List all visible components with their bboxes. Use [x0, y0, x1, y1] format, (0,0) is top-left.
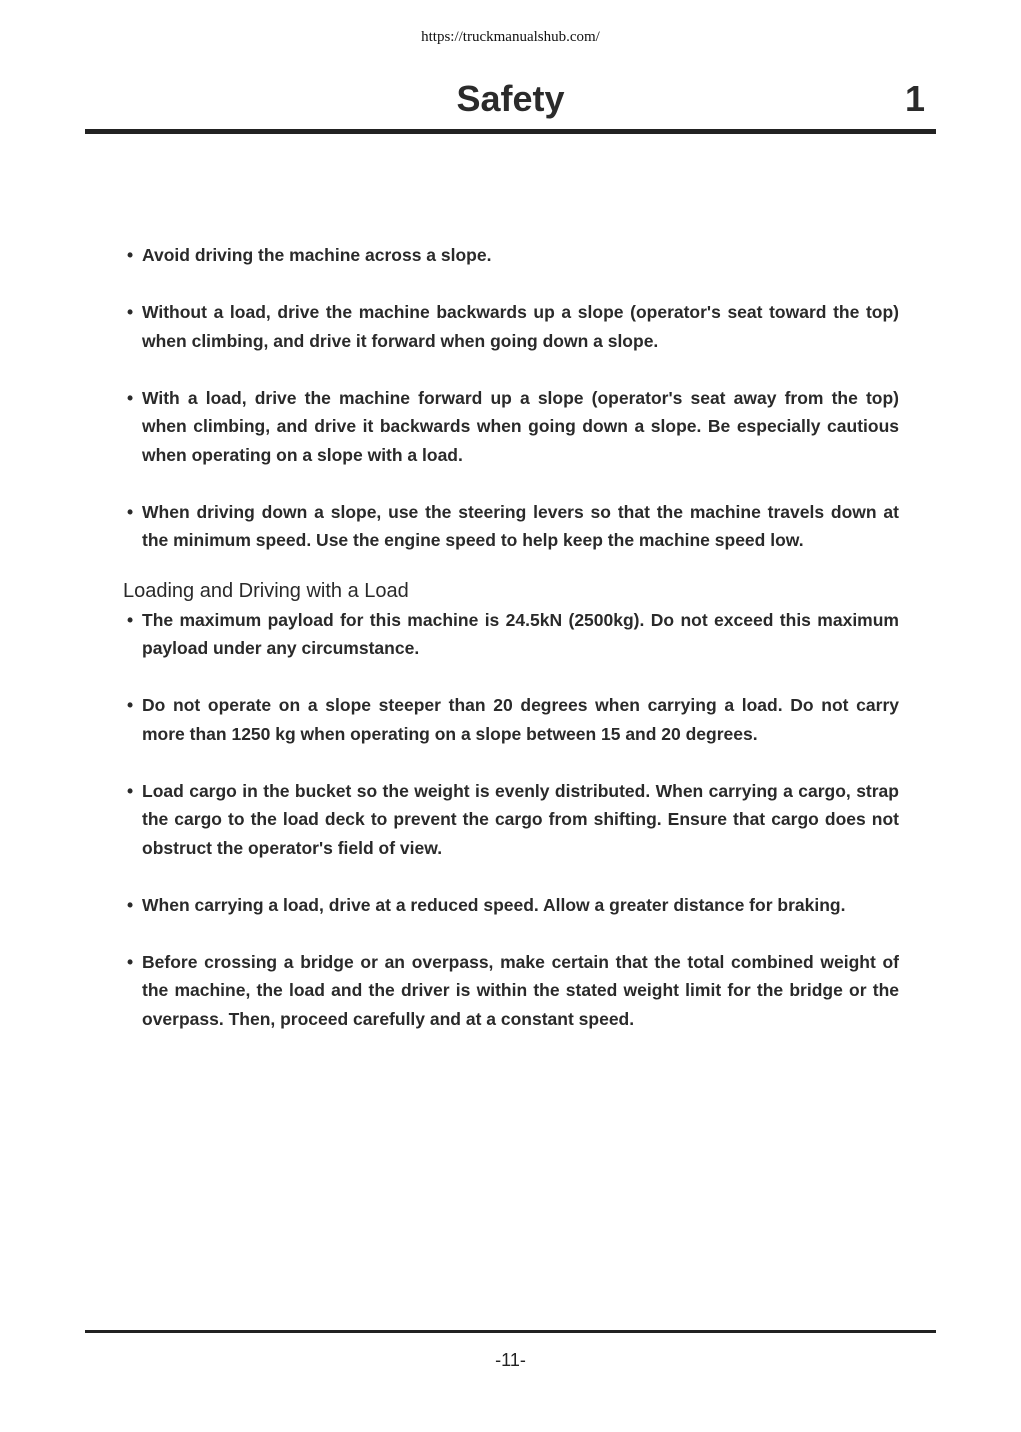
bullet-icon: •: [127, 387, 134, 408]
bullet-icon: •: [127, 245, 134, 265]
slope-item: [127, 298, 899, 355]
loading-item: [127, 891, 899, 920]
header-rule: [85, 129, 936, 134]
loading-items: [127, 606, 899, 1034]
slope-item: [127, 498, 899, 555]
bullet-icon: •: [127, 951, 134, 972]
loading-item-text: The maximum payload for this machine is 24.5kN (2500kg). Do not exceed this maximum payload under any circumstance.: [142, 609, 899, 658]
loading-item-text: When carrying a load, drive at a reduced speed. Allow a greater distance for braking.: [142, 894, 846, 915]
page-title: Safety: [456, 78, 565, 119]
slope-item-text: With a load, drive the machine forward up a slope (operator's seat away from the top) when climbing, and drive it backwards when going down a slope. Be especially cautious when operating on a slope with a load.: [142, 387, 899, 465]
source-url: https://truckmanualshub.com/: [421, 29, 600, 45]
loading-item: [127, 948, 899, 1034]
chapter-number: 1: [904, 78, 925, 119]
slope-item: [127, 241, 899, 270]
bullet-icon: •: [127, 780, 134, 801]
loading-item: [127, 691, 899, 748]
loading-item-text: Before crossing a bridge or an overpass, make certain that the total combined weight of the machine, the load and the driver is within the stated weight limit for the bridge or the overpass. Then, proceed carefully and at a constant speed.: [142, 951, 899, 1029]
footer-rule: [85, 1330, 936, 1333]
page-number: -11-: [495, 1350, 526, 1370]
bullet-icon: •: [127, 894, 134, 915]
page-content: [123, 241, 899, 1062]
loading-item-text: Load cargo in the bucket so the weight is evenly distributed. When carrying a cargo, strap the cargo to the load deck to prevent the cargo from shifting. Ensure that cargo does not obstruct the operator's field of view.: [142, 780, 899, 858]
bullet-icon: •: [127, 501, 134, 522]
loading-item: [127, 777, 899, 863]
slope-item-text: When driving down a slope, use the steering levers so that the machine travels down at the minimum speed. Use the engine speed to help keep the machine speed low.: [142, 501, 899, 550]
bullet-icon: •: [127, 302, 134, 322]
slope-item-text: Without a load, drive the machine backwards up a slope (operator's seat toward the top) when climbing, and drive it forward when going down a slope.: [142, 302, 899, 351]
loading-item-text: Do not operate on a slope steeper than 20 degrees when carrying a load. Do not carry more than 1250 kg when operating on a slope between 15 and 20 degrees.: [142, 695, 899, 744]
slope-item: [127, 384, 899, 470]
bullet-icon: •: [127, 695, 134, 715]
loading-item: [127, 606, 899, 663]
slope-item-text: Avoid driving the machine across a slope.: [142, 245, 492, 265]
bullet-icon: •: [127, 609, 134, 630]
section-heading: Loading and Driving with a Load: [123, 579, 409, 602]
